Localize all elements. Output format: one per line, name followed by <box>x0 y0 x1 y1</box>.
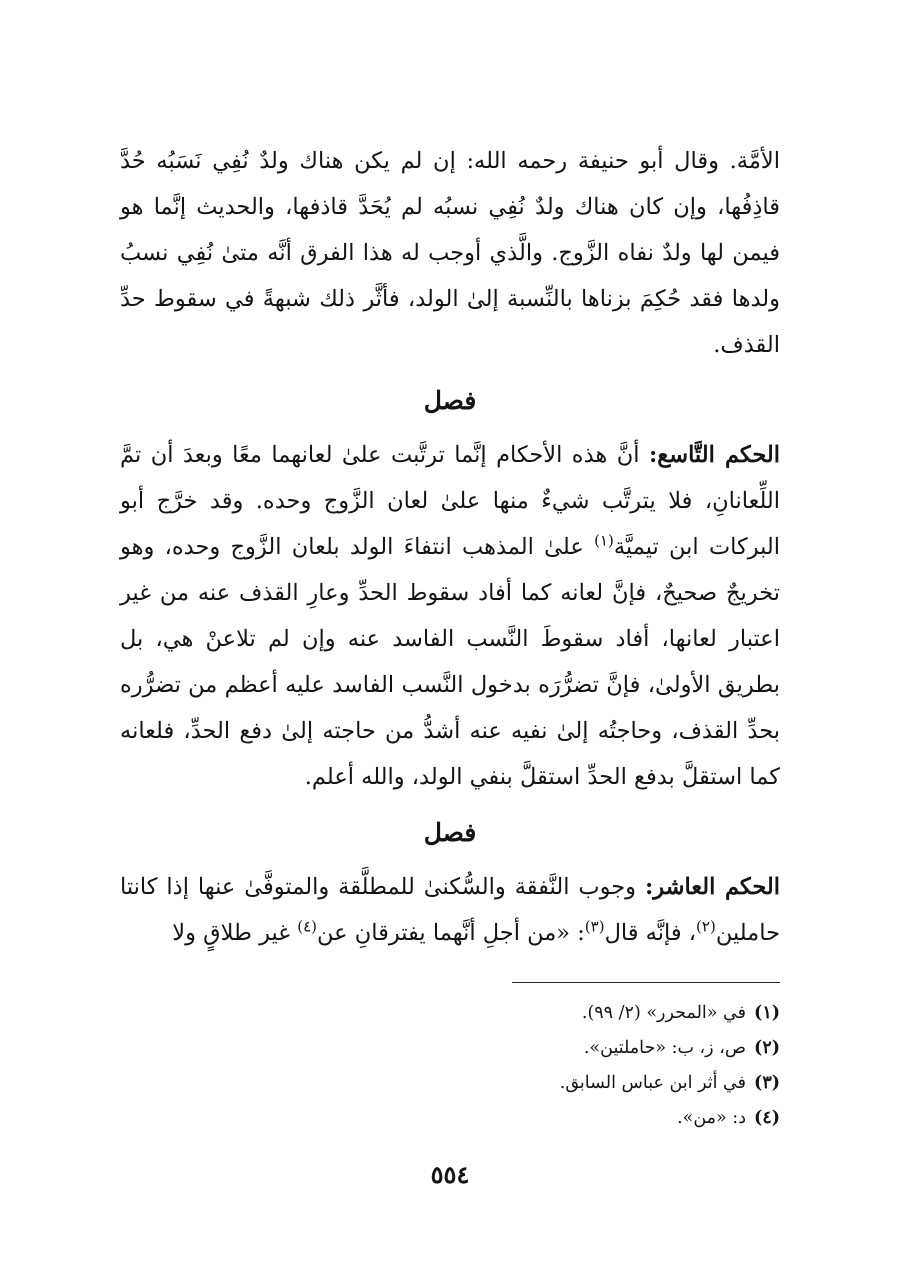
paragraph-1: الأمَّة. وقال أبو حنيفة رحمه الله: إن لم يكن هناك ولدٌ نُفِي نَسَبُه حُدَّ قاذِفُها، وإن كان هناك ولدٌ نُفِي نسبُه لم يُحَدَّ قاذفها، والحديث إنَّما هو فيمن لها ولدٌ نفاه الزَّوج. والَّذي أوجب له هذا الفرق أنَّه متىٰ نُفِي نسبُ ولدها فقد حُكِمَ بزناها بالنِّسبة إلىٰ الولد، فأثَّر ذلك شبهةً في سقوط حدِّ القذف. <box>120 148 780 358</box>
paragraph-3-text-d: غير طلاقٍ ولا <box>172 920 298 946</box>
paragraph-2-lead: الحكم التَّاسع: <box>648 442 780 468</box>
paragraph-2 <box>120 432 780 800</box>
section-heading-2: فصل <box>423 818 477 847</box>
footnote-item <box>120 1066 780 1101</box>
paragraph-3-lead: الحكم العاشر: <box>644 874 780 900</box>
paragraph-3 <box>120 864 780 956</box>
footnote-item <box>120 1101 780 1136</box>
footnote-item <box>120 996 780 1031</box>
paragraph-2-text-a: أنَّ هذه الأحكام إنَّما ترتَّبت علىٰ لعانهما معًا وبعدَ أن تمَّ اللِّعانانِ، فلا يترتَّب شيءٌ منها علىٰ لعان الزَّوج وحده. وقد خرَّج أبو البركات ابن تيميَّة <box>120 442 781 560</box>
paragraph-2-text-b: علىٰ المذهب انتفاءَ الولد بلعان الزَّوج وحده، وهو تخريجٌ صحيحٌ، فإنَّ لعانه كما أفاد سقوط الحدِّ وعارِ القذف عنه من غير اعتبار لعانها، أفاد سقوطَ النَّسب الفاسد عنه وإن لم تلاعنْ هي، بل بطريق الأولىٰ، فإنَّ تضرُّرَه بدخول النَّسب الفاسد عليه أعظم من تضرُّره بحدِّ القذف، وحاجتُه إلىٰ نفيه عنه أشدُّ من حاجته إلىٰ دفع الحدِّ، فلعانه كما استقلَّ بدفع الحدِّ استقلَّ بنفي الولد، والله أعلم. <box>120 534 780 790</box>
footnote-number: (٣) <box>754 1073 780 1093</box>
footnote-number: (٢) <box>754 1038 780 1058</box>
section-heading-1: فصل <box>423 386 477 415</box>
footnote-number: (٤) <box>754 1108 780 1128</box>
footnote-text: د: «من». <box>677 1108 746 1128</box>
footnotes-list <box>120 996 780 1136</box>
page-body <box>120 138 780 956</box>
page-number: ٥٥٤ <box>430 1160 470 1189</box>
footnote-ref-4[interactable]: (٤) <box>297 917 317 936</box>
footnote-ref-3[interactable]: (٣) <box>584 917 605 936</box>
footnote-ref-2[interactable]: (٢) <box>696 917 716 936</box>
footnote-ref-1[interactable]: (١) <box>594 531 614 550</box>
paragraph-3-text-c: : «من أجلِ أنَّهما يفترقانِ عن <box>317 920 585 946</box>
footnote-text: في أثر ابن عباس السابق. <box>559 1073 746 1093</box>
paragraph-3-text-b: ، فإنَّه قال <box>604 920 697 946</box>
footnote-text: ص، ز، ب: «حاملتين». <box>583 1038 746 1058</box>
footnote-divider <box>512 982 780 983</box>
paragraph-3-text-a: وجوب النَّفقة والسُّكنىٰ للمطلَّقة والمتوفَّىٰ عنها إذا كانتا حاملين <box>120 874 780 946</box>
footnote-item <box>120 1031 780 1066</box>
footnote-number: (١) <box>754 1003 780 1023</box>
footnote-text: في «المحرر» (٢/ ٩٩). <box>581 1003 746 1023</box>
